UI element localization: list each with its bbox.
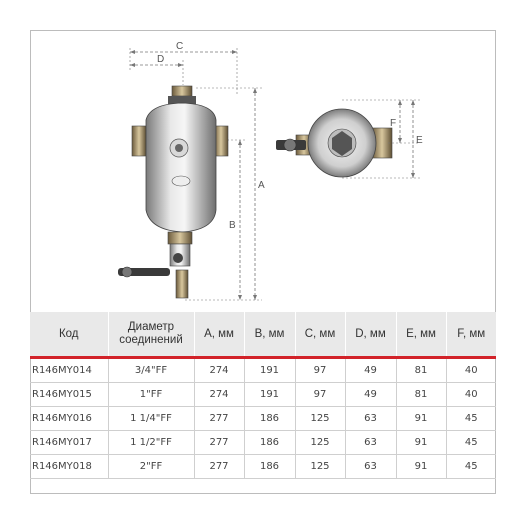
column-header: F, мм — [446, 312, 496, 358]
table-row — [30, 383, 496, 407]
table-cell: 91 — [396, 455, 446, 479]
column-header: E, мм — [396, 312, 446, 358]
column-header: Код — [30, 312, 108, 358]
table-cell: 97 — [295, 358, 345, 383]
dimension-d-label: D — [157, 54, 165, 65]
dimension-e-label: E — [416, 135, 423, 146]
table-cell: 186 — [244, 431, 295, 455]
table-cell: 274 — [194, 358, 244, 383]
table-cell: 277 — [194, 431, 244, 455]
table-cell: 91 — [396, 407, 446, 431]
table-cell: 63 — [345, 455, 396, 479]
table-cell: 186 — [244, 455, 295, 479]
table-header-row — [30, 312, 496, 358]
table-cell: 277 — [194, 455, 244, 479]
table-cell: 91 — [396, 431, 446, 455]
spec-table — [30, 312, 496, 479]
table-cell: 1"FF — [108, 383, 194, 407]
table-cell: 277 — [194, 407, 244, 431]
table-cell: 125 — [295, 455, 345, 479]
table-cell: 2"FF — [108, 455, 194, 479]
table-cell: 125 — [295, 431, 345, 455]
table-cell: 191 — [244, 383, 295, 407]
table-cell: 81 — [396, 383, 446, 407]
table-cell: 63 — [345, 407, 396, 431]
table-cell: 49 — [345, 383, 396, 407]
table-cell: R146MY018 — [30, 455, 108, 479]
column-header: C, мм — [295, 312, 345, 358]
table-cell: R146MY014 — [30, 358, 108, 383]
column-header: D, мм — [345, 312, 396, 358]
table-cell: 186 — [244, 407, 295, 431]
table-cell: 191 — [244, 358, 295, 383]
dimension-f-label: F — [390, 118, 397, 129]
table-cell: 1 1/4"FF — [108, 407, 194, 431]
table-cell: 63 — [345, 431, 396, 455]
table-cell: R146MY017 — [30, 431, 108, 455]
separator-top-view — [276, 100, 420, 178]
table-cell: 274 — [194, 383, 244, 407]
table-cell: 40 — [446, 358, 496, 383]
table-cell: 97 — [295, 383, 345, 407]
dimension-b — [215, 140, 245, 300]
dimension-a-label: A — [258, 180, 265, 191]
dimension-d — [130, 54, 183, 85]
column-header: B, мм — [244, 312, 295, 358]
table-cell: R146MY015 — [30, 383, 108, 407]
table-cell: 49 — [345, 358, 396, 383]
dimension-e — [411, 100, 423, 178]
table-row — [30, 358, 496, 383]
table-cell: 45 — [446, 407, 496, 431]
dimension-c-label: C — [176, 41, 184, 52]
table-cell: 1 1/2"FF — [108, 431, 194, 455]
separator-side-view — [118, 86, 228, 298]
table-cell: 40 — [446, 383, 496, 407]
dimension-b-label: B — [229, 220, 236, 231]
table-row — [30, 455, 496, 479]
table-cell: 45 — [446, 431, 496, 455]
column-header: Диаметр соединений — [108, 312, 194, 358]
table-cell: 125 — [295, 407, 345, 431]
table-cell: 3/4"FF — [108, 358, 194, 383]
table-cell: R146MY016 — [30, 407, 108, 431]
table-cell: 81 — [396, 358, 446, 383]
column-header: A, мм — [194, 312, 244, 358]
table-row — [30, 407, 496, 431]
table-cell: 45 — [446, 455, 496, 479]
table-row — [30, 431, 496, 455]
